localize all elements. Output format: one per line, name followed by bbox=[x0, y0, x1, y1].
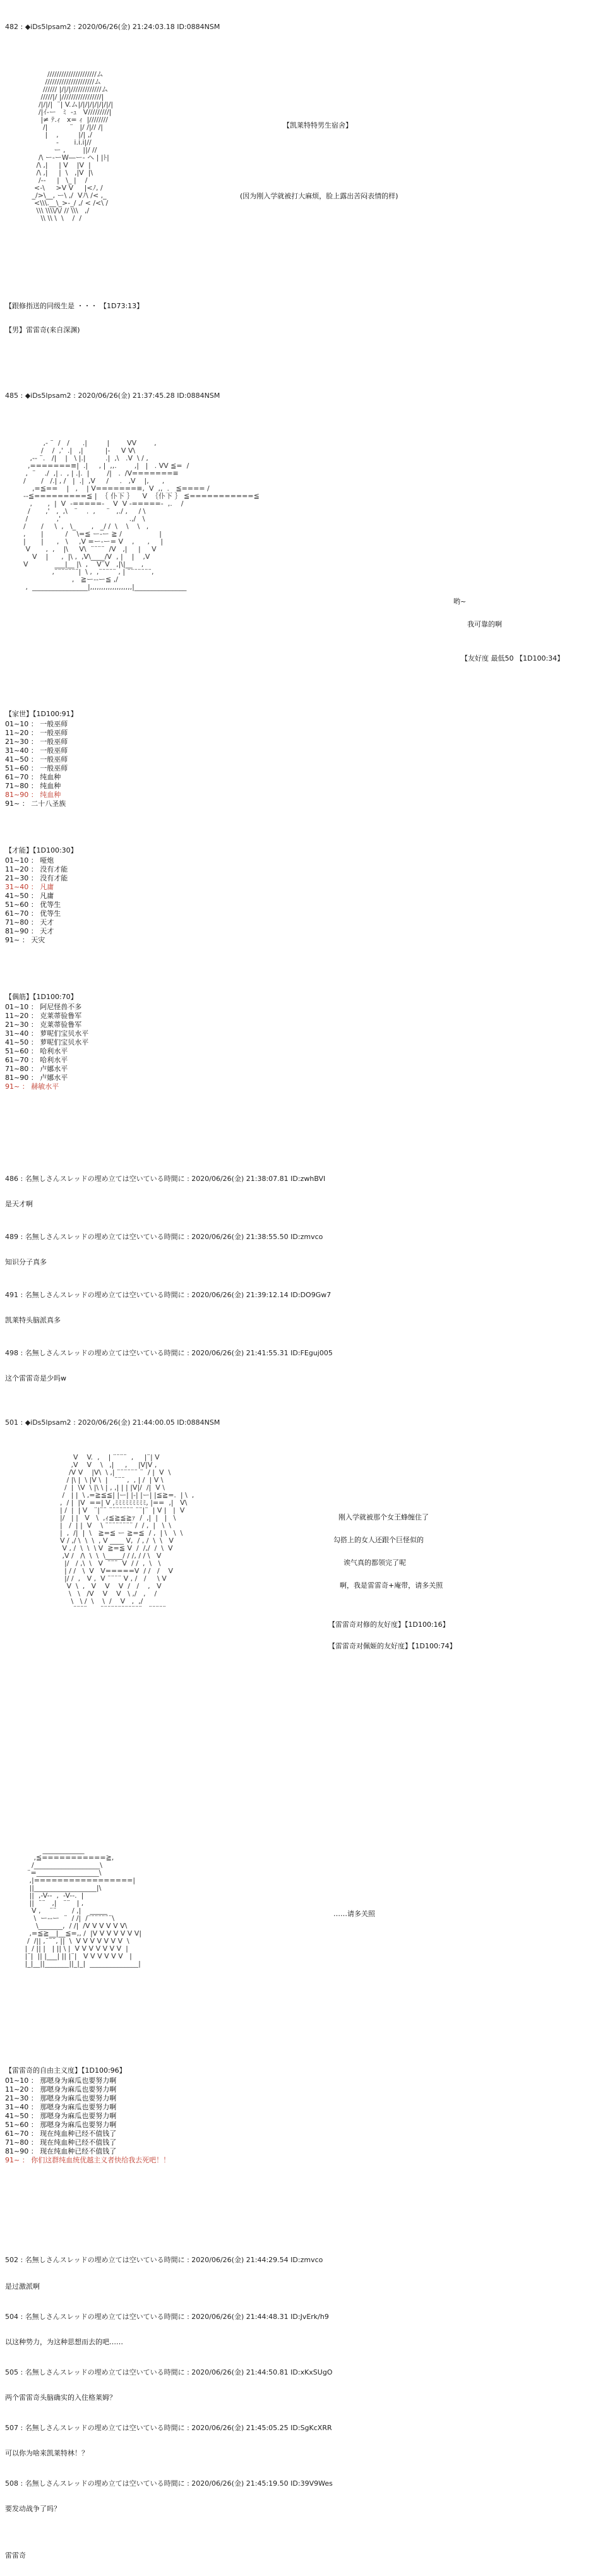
footer-text: 雷雷奇 bbox=[5, 2551, 26, 2560]
talent-roll-title: 【才能】【1D100:30】 bbox=[5, 846, 78, 854]
post-header: 498 : 名無しさんスレッドの埋め立ては空いている時間に : 2020/06/26(金) 21:41:55.31 ID:FEguj005 bbox=[5, 1349, 333, 1357]
list-item: 11~20 ： 没有才能 bbox=[5, 865, 68, 873]
speech-text: 哟~ bbox=[453, 597, 467, 606]
speech-text: 勾搭上的女人还跟个巨怪似的 bbox=[333, 1536, 424, 1544]
list-item: 11~20 ： 那嗯身为麻瓜也要努力啊 bbox=[5, 2085, 117, 2094]
post-header: 507 : 名無しさんスレッドの埋め立ては空いている時間に : 2020/06/26(金) 21:45:05.25 ID:SgKcXRR bbox=[5, 2424, 332, 2432]
list-item: 61~70 ： 优等生 bbox=[5, 909, 61, 918]
list-item: 81~90 ： 纯血种 bbox=[5, 791, 61, 799]
post-body: 可以你为啥来凯莱特林！？ bbox=[5, 2449, 88, 2457]
post-body: 以这种势力，为这种思想而去的吧…… bbox=[5, 2338, 123, 2346]
post-header: 502 : 名無しさんスレッドの埋め立ては空いている時間に : 2020/06/26(金) 21:44:29.54 ID:zmvco bbox=[5, 2256, 323, 2264]
list-item: 21~30 ： 没有才能 bbox=[5, 874, 68, 882]
list-item: 71~80 ： 现在纯血种已经不值钱了 bbox=[5, 2138, 117, 2147]
list-item: 51~60 ： 优等生 bbox=[5, 901, 61, 909]
speech-text: 诶气真的都领完了呢 bbox=[343, 1559, 406, 1567]
post-body: 要发动战争了吗？ bbox=[5, 2505, 61, 2513]
post-body: 【跟修指送的同级生是 ・・・ 【1D73:13】 bbox=[5, 302, 144, 310]
liberal-roll-list bbox=[5, 2076, 170, 2165]
list-item: 31~40 ： 萝呢们宝贝水平 bbox=[5, 1029, 89, 1038]
talent-roll-list bbox=[5, 856, 68, 945]
list-item: 01~10 ： 哑炮 bbox=[5, 856, 54, 865]
blood-roll-list bbox=[5, 1003, 88, 1091]
post-header: 482 : ◆iDs5lpsam2 : 2020/06/26(金) 21:24:03.18 ID:0884NSM bbox=[5, 23, 220, 31]
friendship-roll: 【雷雷奇对修的友好度】【1D100:16】 bbox=[328, 1620, 450, 1629]
speech-text: 【凯莱特特男生宿舍】 bbox=[283, 121, 352, 129]
list-item: 21~30 ： 克莱蒂验鲁军 bbox=[5, 1021, 82, 1029]
list-item: 61~70 ： 纯血种 bbox=[5, 773, 61, 781]
list-item: 41~50 ： 凡庸 bbox=[5, 892, 54, 900]
friendship-roll: 【雷雷奇对佩姬的友好度】【1D100:74】 bbox=[328, 1642, 457, 1650]
list-item: 51~60 ： 一般巫师 bbox=[5, 764, 68, 772]
ascii-art-character: V V. , | ¨¨¨¨ , |¨| V ,V V \ ,| , |V|V , /V V |V\ \ ,| ¨¨¨¨¨¨ ¨ / | V \ / |\ | \ |V \ | ¨¨¨ , , | / | V \ / | \V \ |\ \ | , ,| | | |V|/ /| V \ / | | \ ,=≧≦≦| |ー| |-| |ー| |≦≧=. | \ , , / | |V ==| V ,ﾐﾐﾐﾐﾐﾐﾐﾐﾐ, |== ,| V\ | / | | V ¨|¨¨ ¨¨¨¨¨¨¨ ¨¨|¨ | V | | V |/ | | V \ ,ｨ≦≧≦≧ｧ / ,| | | \ | / | | V \ ¨¨¨¨¨¨¨¨ / / , | \ \ | , /| | \ ≧=≦ ー ≧=≦ / , | \ \ \ V / ,/ \ \ \ , V ____ V, / , / \ \ V V , / \ \ \ V ≧=≦ V / /,/ / \ V ,V / /\ \ \ \_____/ / /, / / \ V |/ / ,\ \ V ¨¨¨ V / / , \ \ | / / \ V V=====V / / / V |/ / , V , V ¨¨¨¨ V , / / \ V V \ , V V V / / , V \ \ /V V V \ ,/ , / \ \ / \ \ / V , ,/ ¨¨¨¨ ¨¨¨¨¨¨¨¨¨¨¨¨ ¨¨¨¨¨ bbox=[59, 1453, 194, 1613]
post-header: 501 : ◆iDs5lpsam2 : 2020/06/26(金) 21:44:00.05 ID:0884NSM bbox=[5, 1418, 220, 1427]
list-item: 61~70 ： 现在纯血种已经不值钱了 bbox=[5, 2130, 117, 2138]
list-item: 81~90 ： 现在纯血种已经不值钱了 bbox=[5, 2147, 117, 2155]
list-item: 71~80 ： 卢娜水平 bbox=[5, 1065, 68, 1073]
ascii-art-character: ,- ¨ / / .| | VV , / / ,' .| ,| |- V V\ ,-- ¨. /| | \ |.| .| ,\ .V \ / , ,=======≡| .| , | ,,. ,| | . VV ≦= / , ¨ ./ ,| . , | .|. | /| . /V=======≡ / / /.| , / | .| ,V / . ,V |, , ,=≦== | , | V=======≡, V ,, . ≦==== / --≦=========≦ | ｛ 仆下 ｝ V ｛仆下 ｝ ≦===========≦ , , | V -=====- V V -=====- ,. / / ,' , ,\ ¨ . , ¨ ,./ , / \ / ,' .,/ \ / / \ , \_ , _/ / \ \ \ , , | / \=≦ ー-ー ≧ / | | | , \ ,V =ー-ー= V , , | V , , |\ V\ ¨¨¨¨ /V ,| | V V | , |\ , ,V\____/V , | | ,V V ___|__ |\ , V¨V ,|\|__ , ,¨¨¨¨¨¨¨| \ , ,¨¨¨¨¨ , | ¨¨¨¨¨¨¨, , ≧ー--ー≦ ,/ , ________________|,,,,,,,,,,,,,,,,,,,|_______________ bbox=[23, 439, 260, 591]
family-roll-list bbox=[5, 720, 68, 808]
list-item: 51~60 ： 那嗯身为麻瓜也要努力啊 bbox=[5, 2121, 117, 2129]
blood-roll-title: 【偶筋】【1D100:70】 bbox=[5, 993, 78, 1001]
speech-text: (因为刚入学就被打大麻烦，脸上露出苦闷表情的样) bbox=[240, 192, 398, 200]
speech-text: 我可靠的啊 bbox=[467, 620, 502, 628]
list-item: 01~10 ： 一般巫师 bbox=[5, 720, 68, 728]
list-item: 91~ ： 天灾 bbox=[5, 936, 45, 944]
list-item: 91~ ： 赫敏水平 bbox=[5, 1082, 59, 1091]
list-item: 21~30 ： 一般巫师 bbox=[5, 738, 68, 746]
post-header: 489 : 名無しさんスレッドの埋め立ては空いている時間に : 2020/06/26(金) 21:38:55.50 ID:zmvco bbox=[5, 1233, 323, 1241]
list-item: 41~50 ： 一般巫师 bbox=[5, 755, 68, 764]
post-body: 知识分子真多 bbox=[5, 1258, 47, 1266]
list-item: 11~20 ： 一般巫师 bbox=[5, 729, 68, 737]
post-header: 491 : 名無しさんスレッドの埋め立ては空いている時間に : 2020/06/26(金) 21:39:12.14 ID:DO9Gw7 bbox=[5, 1291, 331, 1299]
post-body: 凯莱特头脑派真多 bbox=[5, 1316, 61, 1324]
list-item: 31~40 ： 凡庸 bbox=[5, 883, 54, 891]
ascii-art-character: /////////////////////ム /////////////////////ム ////// |/|/|/////////////ム /////|/ |/////////////////| /|/|/| ¨| V.ム|/|/|/|/|/|/|/| /|ｲ-ー ﾐ -ｭ V/////////| |≠ ﾃ.ｨ x= ｨ |//////// /| ¨ |/ /|// /| | , |/| ,/ - i.i.i|// ー , ||/ // /\ ー-ーW―ー- ヘ | |ﾄ| /\ ,| | V |V | /\ ,| | \ ,|V |\ /-- | \_ | / <-\ >V V |<ﾉ, / _/>\__, ー\ ,/ Vﾉ\ /< ,_ <\\\.__\_>-_/ ,/ < /<\ / \\\ \\\\/\/ // \\\ ,/ \\ \\ \ \ / / bbox=[32, 70, 114, 222]
list-item: 71~80 ： 天才 bbox=[5, 918, 54, 926]
speech-text: ……请多关照 bbox=[333, 1910, 375, 1918]
post-body: 是过激派啊 bbox=[5, 2282, 40, 2291]
post-header: 486 : 名無しさんスレッドの埋め立ては空いている時間に : 2020/06/26(金) 21:38:07.81 ID:zwhBVI bbox=[5, 1175, 326, 1183]
post-header: 485 : ◆iDs5lpsam2 : 2020/06/26(金) 21:37:45.28 ID:0884NSM bbox=[5, 392, 220, 400]
list-item: 31~40 ： 一般巫师 bbox=[5, 746, 68, 755]
speech-text: 刚入学就被那个女王蜂缠住了 bbox=[338, 1513, 429, 1521]
list-item: 41~50 ： 那嗯身为麻瓜也要努力啊 bbox=[5, 2112, 117, 2120]
post-body: 是天才啊 bbox=[5, 1200, 33, 1208]
family-roll-title: 【家世】【1D100:91】 bbox=[5, 710, 78, 718]
speech-text: 啊，我是雷雷奇+庵带，请多关照 bbox=[340, 1581, 443, 1590]
post-body: 这个雷雷奇是少吗w bbox=[5, 1374, 66, 1382]
list-item: 91~ ： 二十八圣族 bbox=[5, 800, 66, 808]
list-item: 11~20 ： 克莱蒂验鲁军 bbox=[5, 1012, 82, 1020]
post-body: 两个雷雷奇头脑确实的入住格莱姆？ bbox=[5, 2393, 116, 2402]
list-item: 41~50 ： 萝呢们宝贝水平 bbox=[5, 1038, 89, 1046]
post-header: 504 : 名無しさんスレッドの埋め立ては空いている時間に : 2020/06/26(金) 21:44:48.31 ID:JvErk/h9 bbox=[5, 2313, 329, 2321]
list-item: 01~10 ： 那嗯身为麻瓜也要努力啊 bbox=[5, 2076, 117, 2085]
speech-text: 【友好度 最低50 【1D100:34】 bbox=[461, 654, 564, 662]
list-item: 61~70 ： 哈利水平 bbox=[5, 1056, 68, 1064]
post-header: 508 : 名無しさんスレッドの埋め立ては空いている時間に : 2020/06/26(金) 21:45:19.50 ID:39V9Wes bbox=[5, 2479, 333, 2488]
liberal-roll-title: 【雷雷奇的自由主义度】【1D100:96】 bbox=[5, 2066, 126, 2075]
list-item: 81~90 ： 卢娜水平 bbox=[5, 1074, 68, 1082]
list-item: 01~10 ： 阿尼怪兽不多 bbox=[5, 1003, 82, 1011]
list-item: 51~60 ： 哈利水平 bbox=[5, 1047, 68, 1055]
post-body: 【男】雷雷奇(来自深渊) bbox=[5, 326, 80, 334]
list-item: 71~80 ： 纯血种 bbox=[5, 782, 61, 790]
ascii-art-character: ____________ ,≦===========≧, /___________________\ ¨=__________________\ ,|=================| ||__________________|\ || ,-V-- , -V--. | || ¨¨ ,| ¨¨ | , V , ¨¨ / ,| _____ \ ー--ー ¨ / /| /¨¨¨¨¨¨¨\ \_______, / /| /V V V V V V\ ,=≦≧__|__≦=,, / |V V V V V V V| / /|| ,¨¨¨, || \ V V V V V V V \ | / || | | || \ | V V V V V V V | |¨| || |___| || |¨| V V V V V V | |_|__||_______||_|_| ______________| bbox=[25, 1846, 142, 1968]
post-header: 505 : 名無しさんスレッドの埋め立ては空いている時間に : 2020/06/26(金) 21:44:50.81 ID:xKxSUgO bbox=[5, 2368, 333, 2376]
list-item: 31~40 ： 那嗯身为麻瓜也要努力啊 bbox=[5, 2103, 117, 2111]
list-item: 81~90 ： 天才 bbox=[5, 927, 54, 935]
list-item: 91~ ： 你们这群纯血统优越主义者快给我去死吧！！ bbox=[5, 2156, 170, 2164]
list-item: 21~30 ： 那嗯身为麻瓜也要努力啊 bbox=[5, 2094, 117, 2102]
